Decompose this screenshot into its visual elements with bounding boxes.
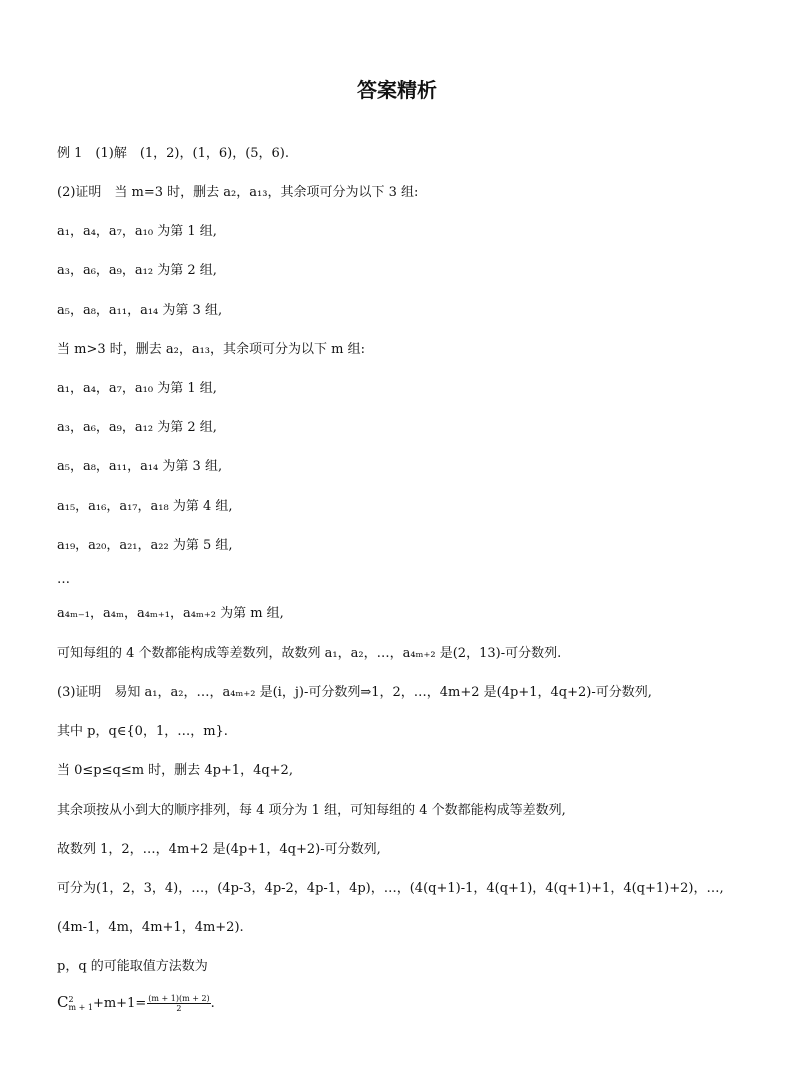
combination-sub: m + 1 (68, 1002, 93, 1012)
combination-symbol: C (57, 993, 69, 1011)
text-line: 其中 p，q∈{0，1，…，m}. (57, 724, 228, 739)
text-line: 当 m>3 时，删去 a₂，a₁₃，其余项可分为以下 m 组: (57, 342, 365, 357)
text-line: 可分为(1，2，3，4)，…，(4p-3，4p-2，4p-1，4p)，…，(4(q+1)-1，4(q+1)，4(q+1)+1，4(q+1)+2)，…, (57, 881, 724, 896)
fraction (147, 994, 210, 1013)
text-line: a₃，a₆，a₉，a₁₂ 为第 2 组, (57, 420, 217, 435)
page-title: 答案精析 (357, 78, 437, 102)
text-line: (4m-1，4m，4m+1，4m+2). (57, 920, 244, 935)
text-line: a₁，a₄，a₇，a₁₀ 为第 1 组, (57, 224, 217, 239)
fraction-denominator: 2 (176, 1004, 182, 1013)
text-line: 可知每组的 4 个数都能构成等差数列，故数列 a₁，a₂，…，a₄ₘ₊₂ 是(2，13)-可分数列. (57, 646, 562, 661)
combination-sup: 2 (68, 994, 74, 1004)
text-line: a₃，a₆，a₉，a₁₂ 为第 2 组, (57, 263, 217, 278)
text-line: (3)证明 易知 a₁，a₂，…，a₄ₘ₊₂ 是(i，j)-可分数列⇒1，2，…，4m+2 是(4p+1，4q+2)-可分数列, (57, 685, 652, 700)
formula-end: . (210, 996, 215, 1011)
text-line: a₁₅，a₁₆，a₁₇，a₁₈ 为第 4 组, (57, 499, 233, 514)
text-line: 例 1 (1)解 (1，2)，(1，6)，(5，6). (57, 146, 290, 161)
text-line: a₄ₘ₋₁，a₄ₘ，a₄ₘ₊₁，a₄ₘ₊₂ 为第 m 组, (57, 606, 284, 621)
text-line: p，q 的可能取值方法数为 (57, 959, 208, 974)
text-line: 其余项按从小到大的顺序排列，每 4 项分为 1 组，可知每组的 4 个数都能构成等差数列, (57, 803, 566, 818)
formula-line (57, 993, 757, 1013)
text-line: (2)证明 当 m=3 时，删去 a₂，a₁₃，其余项可分为以下 3 组: (57, 185, 419, 200)
text-line: a₅，a₈，a₁₁，a₁₄ 为第 3 组, (57, 303, 223, 318)
text-line: a₁，a₄，a₇，a₁₀ 为第 1 组, (57, 381, 217, 396)
text-line: a₁₉，a₂₀，a₂₁，a₂₂ 为第 5 组, (57, 538, 233, 553)
ellipsis-line: … (57, 572, 71, 587)
formula-rest: +m+1= (92, 996, 147, 1011)
text-line: 当 0≤p≤q≤m 时，删去 4p+1，4q+2, (57, 763, 293, 778)
fraction-numerator: (m + 1)(m + 2) (148, 994, 210, 1003)
text-line: 故数列 1，2，…，4m+2 是(4p+1，4q+2)-可分数列, (57, 842, 381, 857)
text-line: a₅，a₈，a₁₁，a₁₄ 为第 3 组, (57, 459, 223, 474)
